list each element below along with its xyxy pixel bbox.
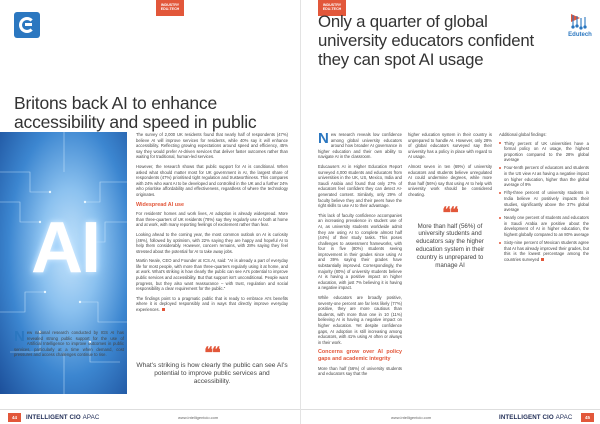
left-col2b-p3: Martin Neale, CEO and Founder at ICS.AI, said: "AI is already a part of everyday life for most people, with more than three-quarters regularly using it at home, and at work. What's striking is how clearly the public can see AI's potential to improve public services and accessibility. But that support isn't unconditional. People want progress, but they also want reassurance – with trust, regulation and social responsibility a clear requirement for the public." bbox=[136, 258, 288, 292]
left-intro-paragraph bbox=[14, 330, 124, 358]
end-mark bbox=[162, 308, 165, 311]
right-page bbox=[300, 0, 600, 424]
list-item: Thirty percent of UK universities have a formal policy on AI usage, the highest proportion compared to the 28% global average bbox=[499, 141, 589, 163]
edutech-logo-text: Edutech bbox=[568, 32, 592, 38]
list-item bbox=[499, 240, 589, 262]
tab-line1: INDUSTRY bbox=[160, 3, 180, 7]
left-col2 bbox=[136, 132, 288, 317]
findings-heading: Additional global findings: bbox=[499, 132, 547, 137]
left-pull-quote bbox=[136, 345, 288, 387]
tab-line1: INDUSTRY bbox=[322, 3, 342, 7]
left-footer bbox=[0, 409, 300, 424]
left-footer-brand bbox=[26, 414, 99, 421]
brand-region: APAC bbox=[82, 414, 100, 421]
left-headline: Britons back AI to enhance accessibility and speed in public bbox=[14, 93, 257, 132]
right-footer-url[interactable]: www.intelligentcio.com bbox=[391, 415, 432, 420]
right-subheading: Concerns grow over AI policy gaps and academic integrity bbox=[318, 349, 402, 362]
right-col1 bbox=[318, 132, 402, 381]
left-subheading: Widespread AI use bbox=[136, 201, 184, 208]
list-item-text: Sixty-nine percent of Mexican students agree that AI has already improved their grades, but this is the lowest percentage among the countries surveyed bbox=[504, 240, 589, 262]
right-col2-p2: Almost seven in ten (69%) of university educators and students believe unregulated AI could undermine degrees, while more than half (56%) say that using AI to help with university work should be considered cheating. bbox=[408, 163, 492, 197]
left-col1 bbox=[14, 330, 124, 362]
left-col2b-p2: Looking ahead to the coming year, the most common outlook on AI is curiosity (46%), followed by optimism, with 22% saying they are happy and hopeful AI to help them considerably. However, concern remains, with 28% saying they feel stressed about the potential for AI to take away jobs. bbox=[136, 231, 288, 254]
left-intro-text: ew national research conducted by IGS AI has revealed strong public support for the use of Artificial Intelligence to improve outcomes in public services, particularly at a time when demand, cost pressures and access challenges continue to rise. bbox=[14, 330, 124, 358]
ai-glow-text: AI bbox=[31, 208, 99, 288]
right-footer bbox=[301, 409, 600, 424]
right-intro-text: ew research reveals low confidence among global university educators around how broader AI governance in higher education and their own ability to navigate AI in the classroom. bbox=[318, 132, 402, 160]
edutech-logo bbox=[563, 12, 597, 38]
right-dropcap: N bbox=[318, 130, 329, 147]
section-tab-left bbox=[156, 0, 184, 16]
quote-icon: ❝❝ bbox=[204, 345, 220, 362]
right-col1-p2: This lack of faculty confidence accompanies an increasing prevalence in student use of AI, as university students worldwide admit they are using AI to complete almost half (44%) of their study tasks. This poses challenges to assessment frameworks, with four in five (80%) students seeing improvement in their grades since using AI and 39% saying their grades have substantially improved. Correspondingly, the majority (80%) of university students believe AI is having a positive impact on higher education, with just 7% believing it is having a negative impact. bbox=[318, 212, 402, 291]
right-footer-brand bbox=[499, 414, 572, 421]
list-item: Four-tenth percent of educators and students in the US view AI as having a negative impact on higher education, higher than the global average of 9% bbox=[499, 165, 589, 187]
right-pull-quote-text: More than half (56%) of university students and educators say the higher education system in their country is unprepared to manage AI bbox=[415, 222, 485, 269]
right-intro-paragraph bbox=[318, 132, 402, 160]
left-footer-url[interactable]: www.intelligentcio.com bbox=[178, 415, 219, 420]
left-dropcap: N bbox=[14, 328, 25, 345]
left-col2b-p4 bbox=[136, 296, 288, 313]
findings-list bbox=[499, 141, 589, 263]
tab-line2: EDU-TECH bbox=[160, 7, 180, 12]
list-item: Fifty-three percent of university students in India believe AI positively impacts their studies, significantly above the 37% global average bbox=[499, 190, 589, 212]
right-col2-p1: higher education system in their country is unprepared to handle AI. However, only 28% of global educators surveyed say their university has a policy in place with regard to AI usage. bbox=[408, 132, 492, 160]
right-col2 bbox=[408, 132, 492, 269]
quote-icon: ❝❝ bbox=[442, 204, 458, 222]
brand-region: APAC bbox=[555, 414, 573, 421]
left-col2-p1: The survey of 2,000 UK residents found that nearly half of respondents (47%) believe AI will improve services for residents, while 40% say it will enhance accessibility. Reflecting growing expectations around speed and efficiency, 45% say they would prefer AI-driven services that deliver faster outcomes rather than waiting for traditional, human-led services. bbox=[136, 132, 288, 160]
list-item: Nearly one percent of students and educators in Saudi Arabia are positive about the development of AI in higher education, the highest globally compared to an 80% average bbox=[499, 215, 589, 237]
left-page-number: 44 bbox=[8, 413, 21, 422]
tab-line2: EDU-TECH bbox=[322, 7, 342, 12]
brand-main: INTELLIGENT CIO bbox=[26, 414, 81, 421]
left-col2-p2: However, the research shows that public support for AI is conditional. When asked what should matter most for UK government in AI, the largest share of respondents (47%) prioritised tight regulation and trustworthiness. This compares with 24% who want AI to be developed and controlled in the UK and a further 24% who prioritise affordability and effectiveness, regardless of where the technology originates. bbox=[136, 163, 289, 197]
right-col3 bbox=[499, 132, 589, 265]
right-headline: Only a quarter of global university educators confident they can spot AI usage bbox=[318, 12, 535, 69]
right-page-number: 45 bbox=[581, 413, 594, 422]
left-pull-quote-text: What's striking is how clearly the public can see AI's potential to improve public services and accessibility. bbox=[136, 362, 288, 386]
brand-main: INTELLIGENT CIO bbox=[499, 414, 554, 421]
right-col1-p1: Educause's AI in Higher Education Report surveyed 4,000 students and educators from universities in the UK, US, Mexico, India and Saudi Arabia and found that only 27% of educators feel confident they can detect AI-generated content. Similarly, only 29% of faculty believe they and their peers have the right skills to use AI to their advantage. bbox=[318, 163, 402, 209]
left-col2b-p4-text: The findings point to a pragmatic public that is ready to embrace AI's benefits where it is deployed responsibly and in ways that directly improve everyday experiences. bbox=[136, 295, 288, 313]
right-col1-p3: While educators are broadly positive, seventy-one percent are far less likely (77%) positive, they are more cautious than students, with more than one in 10 (11%) believing AI is having a negative impact on higher education. Yet despite confidence gaps, AI adoption is still increasing among educators, with 41% using AI often or always in their work. bbox=[318, 295, 402, 345]
left-col2b-p1: For residents' homes and work lives, AI adoption is already widespread. More than three-quarters of UK residents (78%) say they regularly use AI both at home and at work, with many reporting feelings of excitement rather than fear. bbox=[136, 211, 288, 228]
right-col1b: More than half (56%) of university students and educators say that the bbox=[318, 365, 402, 377]
end-mark bbox=[541, 258, 544, 261]
intelligent-cio-logo bbox=[14, 12, 40, 38]
right-pull-quote bbox=[408, 204, 492, 270]
